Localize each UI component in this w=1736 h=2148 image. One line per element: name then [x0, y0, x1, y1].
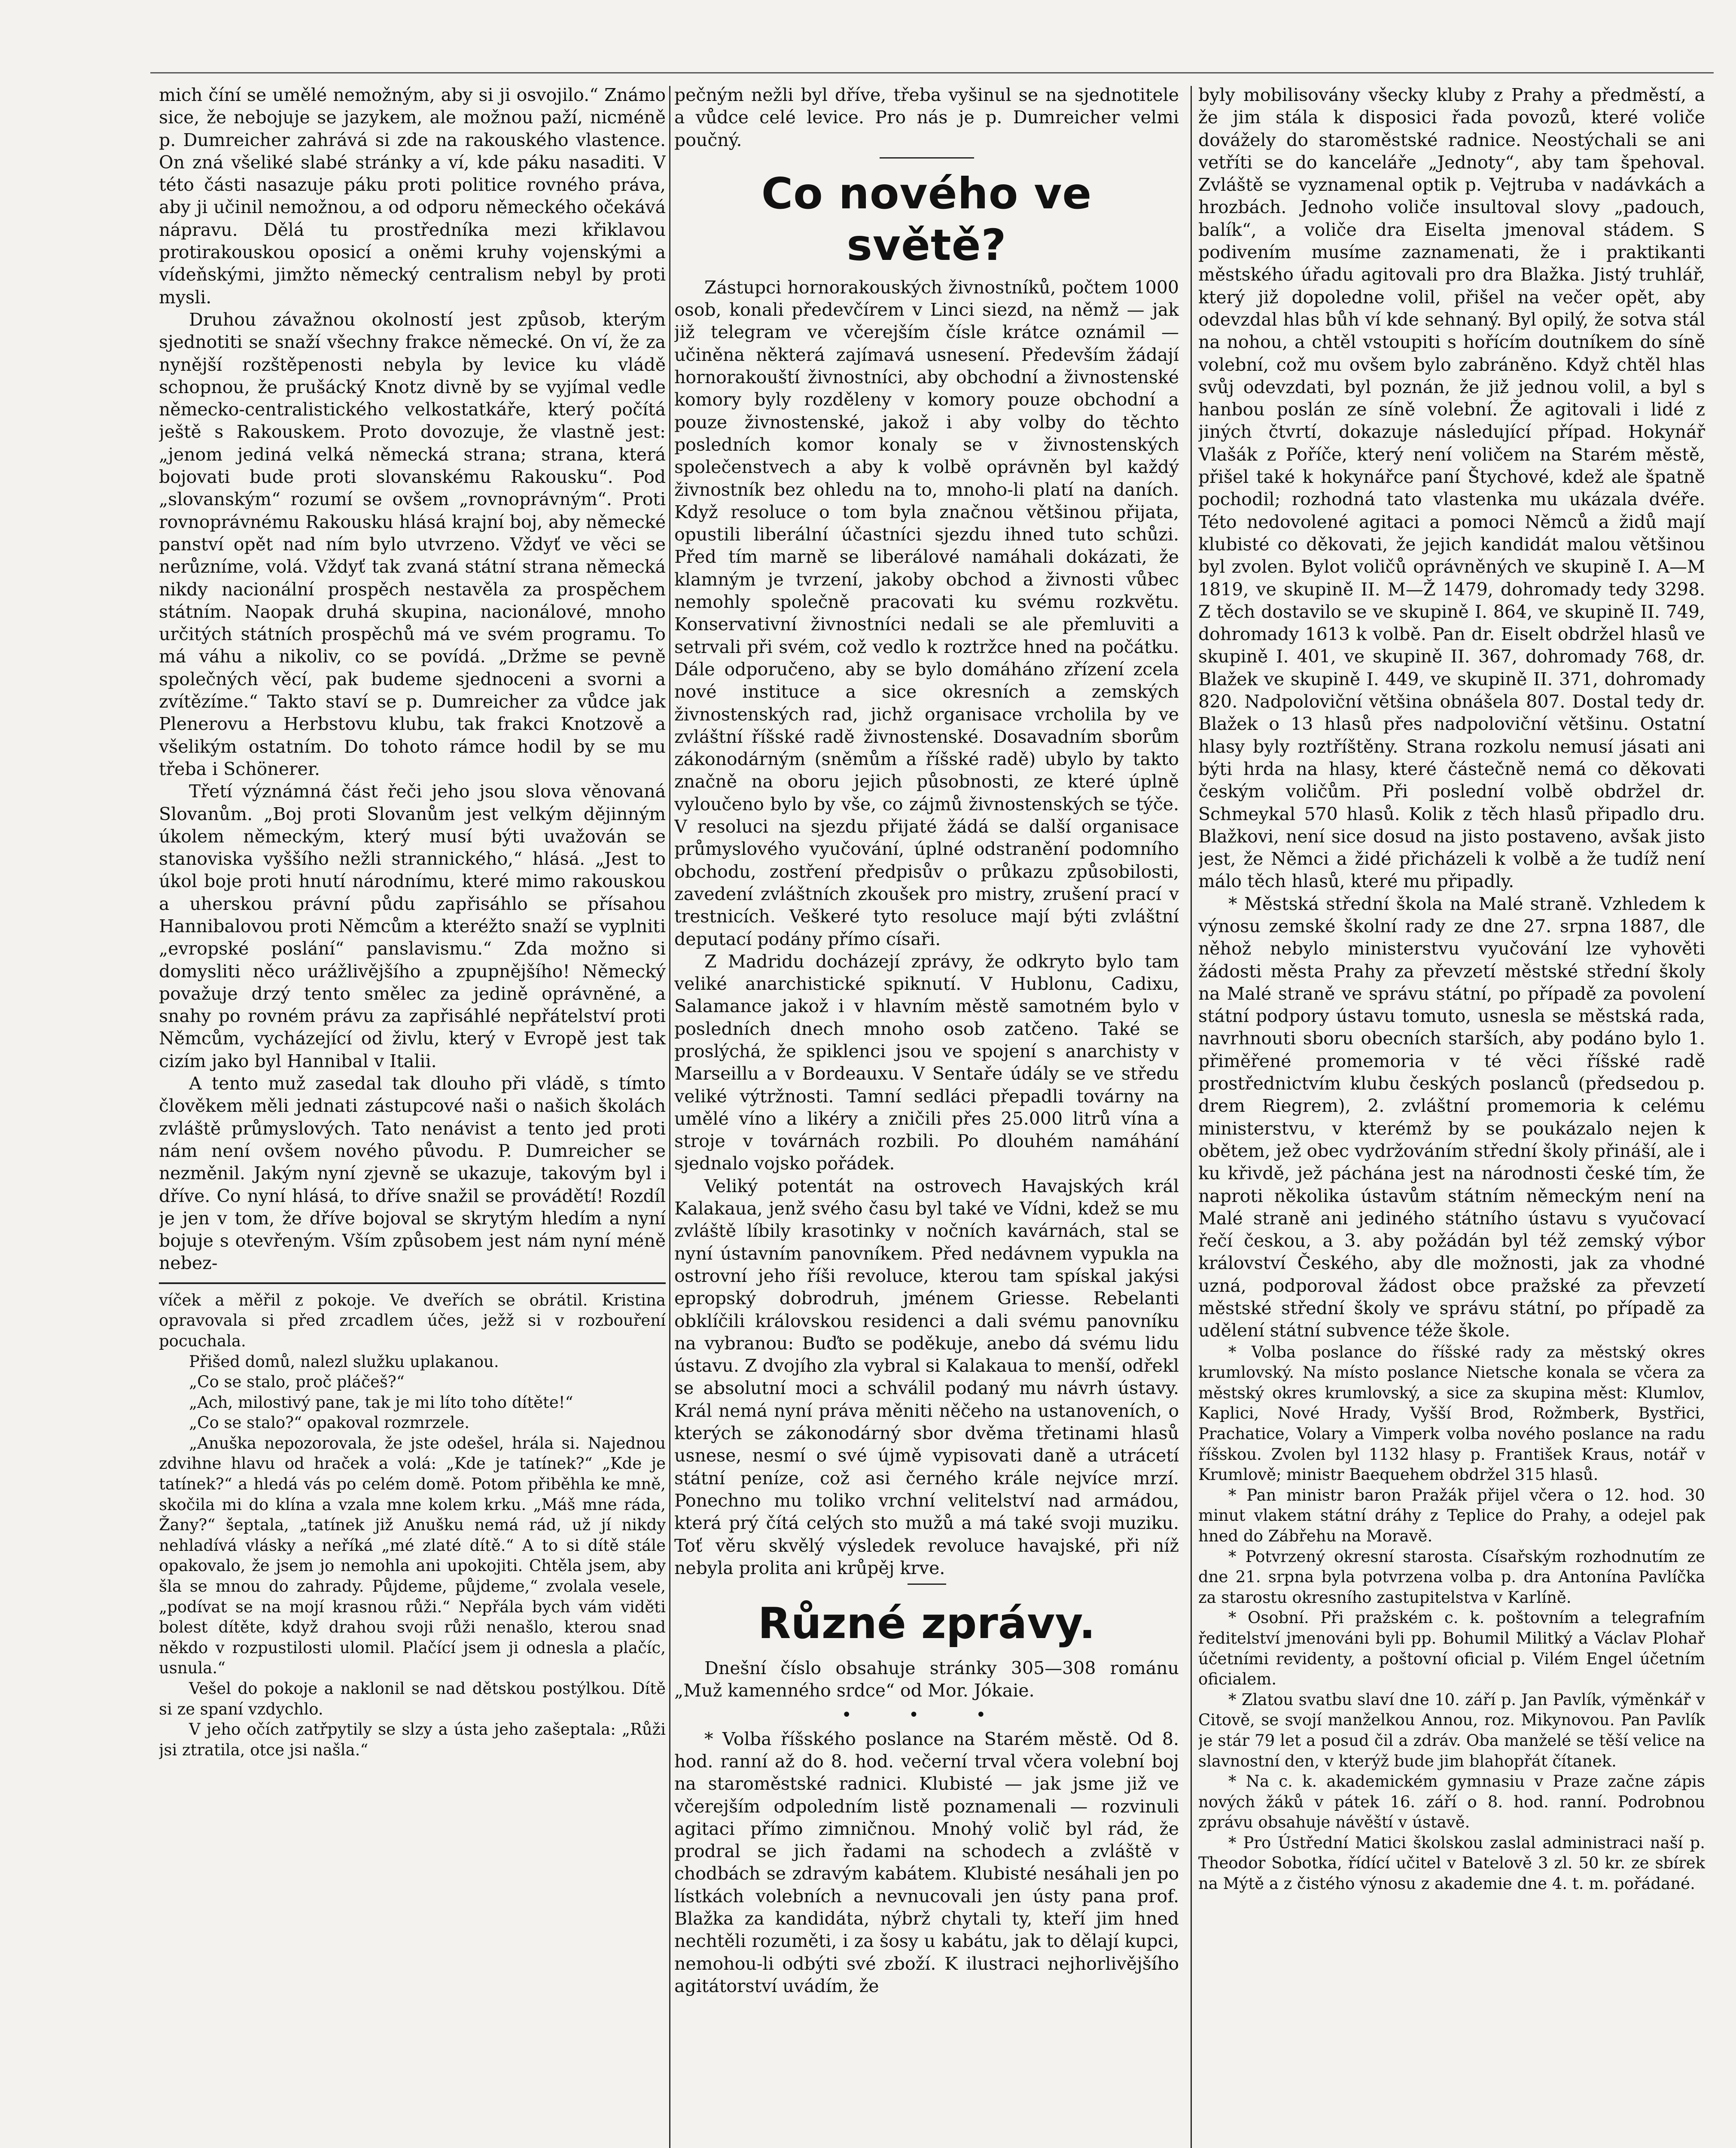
- feuilleton-paragraph: V jeho očích zatřpytily se slzy a ústa jeho zašeptala: „Růži jsi ztratila, otce jsi našla.“: [159, 1720, 666, 1759]
- news-paragraph: Z Madridu docházejí zprávy, že odkryto bylo tam veliké anarchistické spiknutí. V Hublonu, Cadixu, Salamance jakož i v hlavním městě samotném bylo v posledních dnech mnoho osob zatčeno. Také se proslýchá, že spiklenci jsou ve spojení s anarchisty v Marseillu a v Bordeauxu. V Sentaře údály se ve středu veliké výtržnosti. Tamní sedláci přepadli továrny na umělé víno a likéry a zničili přes 25.000 litrů vína a stroje v továrnách rozbili. Po dlouhém namáhání sjednalo vojsko pořádek.: [674, 951, 1179, 1174]
- news-item: * Na c. k. akademickém gymnasiu v Praze začne zápis nových žáků v pátek 16. září o 8. hod. ranní. Podrobnou zprávu obsahuje návěští v ústavě.: [1198, 1772, 1705, 1832]
- news-item: * Osobní. Při pražském c. k. poštovním a telegrafním ředitelství jmenováni byli pp. Bohumil Militký a Václav Plohař účetními revidenty, a poštovní oficial p. Vilém Engel účetním oficialem.: [1198, 1608, 1705, 1689]
- feuilleton-divider: [159, 1282, 666, 1284]
- column-middle: [674, 84, 1179, 2148]
- feuilleton-paragraph: „Co se stalo?“ opakoval rozmrzele.: [189, 1413, 470, 1432]
- feuilleton-paragraph: víček a měřil z pokoje. Ve dveřích se obrátil. Kristina opravovala si před zrcadlem účes, ježž si v rozbouření pocuchala.: [159, 1291, 666, 1350]
- feuilleton-paragraph: Přišed domů, nalezl služku uplakanou.: [189, 1352, 499, 1371]
- news-paragraph: * Městská střední škola na Malé straně. Vzhledem k výnosu zemské školní rady ze dne 27. srpna 1887, dle něhož nebylo ministerstvu vyučování lze vyhověti žádosti města Prahy za převzetí městské střední školy na Malé straně ve správu státní, po případě za povolení státní podpory ústavu tomuto, usnesla se městská rada, navrhnouti sboru obecních starších, aby podáno bylo 1. přiměřené promemoria v té věci říšské radě prostřednictvím klubu českých poslanců (předsedou p. drem Riegrem), 2. zvláštní promemoria k celému ministerstvu, v kterémž by se poukázalo nejen k obětem, jež obec vydržováním střední školy přináší, ale i ku křivdě, jež páchána jest na národnosti české tím, že naproti několika ústavům státním německým není na Malé straně ani jediného státního ústavu s vyučovací řečí českou, a 3. aby požádán byl též zemský výbor království Českého, aby dle možnosti, jak za vhodné uzná, podporoval žádost obce pražské za převzetí městské střední školy ve správu státní, po případě za udělení státní subvence téže škole.: [1198, 893, 1705, 1341]
- news-item: * Pro Ústřední Matici školskou zaslal administraci naší p. Theodor Sobotka, řídící učitel v Batelově 3 zl. 50 kr. ze sbírek na Mýtě a z čistého výnosu z akademie dne 4. t. m. pořádané.: [1198, 1833, 1705, 1893]
- news-paragraph: Zástupci hornorakouských živnostníků, počtem 1000 osob, konali předevčírem v Linci siezd, na němž — jak již telegram ve včerejším čísle krátce oznámil — učiněna některá zajímavá usnesení. Především žádají hornorakouští živnostníci, aby obchodní a živnostenské komory byly rozděleny v komory pouze obchodní a pouze živnostenské, jakož i aby volby do těchto posledních komor konaly se v živnostenských společenstvech a aby k volbě oprávněn byl každý živnostník bez ohledu na to, mnoho-li platí na daních. Když resoluce o tom byla značnou většinou přijata, opustili liberální účastníci sjezdu ihned tuto schůzi. Před tím marně se liberálové namáhali dokázati, že klamným je tvrzení, jakoby obchod a živnosti vůbec nemohly společně pracovati ku svému rozkvětu. Konservativní živnostníci nedali se ale přemluviti a setrvali při svém, což vedlo k roztržce hned na počátku. Dále odporučeno, aby se bylo domáháno zřízení zcela nové instituce a sice okresních a zemských živnostenských rad, jichž organisace vrcholila by ve zvláštní říšské radě živnostenské. Dosavadním sborům zákonodárným (sněmům a říšské radě) ubylo by takto značně na oboru jejich působnosti, ze které úplně vyloučeno bylo by vše, co zájmů živnostenských se týče. V resoluci na sjezdu přijaté žádá se další organisace průmyslového vyučování, úplné odstranění podomního obchodu, zostření předpisův o průkazu způsobilosti, zavedení zvláštních zkoušek pro mistry, zrušení prací v trestnicích. Veškeré tyto resoluce mají býti zvláštní deputací podány přímo císaři.: [674, 277, 1179, 949]
- column-rule-1: [669, 86, 670, 2148]
- column-right: [1198, 84, 1705, 2148]
- feuilleton-paragraph: „Ach, milostivý pane, tak je mi líto toho dítěte!“: [189, 1393, 573, 1412]
- column-left: [159, 84, 666, 2148]
- news-item: * Pan ministr baron Pražák přijel včera o 12. hod. 30 minut vlakem státní dráhy z Teplice do Prahy, a odejel pak hned do Zábřehu na Moravě.: [1198, 1486, 1705, 1545]
- article-paragraph: mich číní se umělé nemožným, aby si ji osvojilo.“ Známo sice, že nebojuje se jazykem, ale možnou paží, nicméně p. Dumreicher zahrává si zde na rakouského vlastence. On zná všeliké slabé stránky a ví, kde páku nasaditi. V této části nasazuje páku proti politice rovného práva, aby ji učinil nemožnou, a od odporu německého očekává nápravu. Dělá tu prostředníka mezi křiklavou protirakouskou oposicí a oněmi kruhy vojenskými a vídeňskými, jimžto německý centralism nebyl by proti mysli.: [159, 85, 666, 308]
- dot-separator: • • •: [841, 1705, 1012, 1725]
- top-border: [150, 72, 1714, 73]
- article-paragraph: pečným nežli byl dříve, třeba vyšinul se na sjednotitele a vůdce celé levice. Pro nás je p. Dumreicher velmi poučný.: [674, 85, 1179, 150]
- news-paragraph: * Volba říšského poslance na Starém městě. Od 8. hod. ranní až do 8. hod. večerní trval včera volební boj na staroměstské radnici. Klubisté — jak jsme již ve včerejším odpoledním listě poznamenali — rozvinuli agitaci přímo zimničnou. Mnohý volič byl rád, že prodral se jich řadami na schodech a zvláště v chodbách se zdravým kabátem. Klubisté nesáhali jen po lístkách volebních a nevnucovali jen ústy pana prof. Blažka za kandidáta, nýbrž chytali ty, kteří jim hned nechtěli rozuměti, i za šosy u kabátu, jak to dělají kupci, nemohou-li odbýti své zboží. K ilustraci nejhorlivějšího agitátorství uvádím, že: [674, 1728, 1179, 1996]
- news-item: * Volba poslance do říšské rady za městský okres krumlovský. Na místo poslance Nietsche konala se včera za městský okres krumlovský, a sice za skupina měst: Klumlov, Kaplici, Nové Hrady, Vyšší Brod, Rožmberk, Bystřici, Prachatice, Volary a Vimperk volba nového poslance na radu říšskou. Zvolen byl 1132 hlasy p. František Kraus, notář v Krumlově; ministr Baequehem obdržel 315 hlasů.: [1198, 1342, 1705, 1484]
- feuilleton-paragraph: „Anuška nepozorovala, že jste odešel, hrála si. Najednou zdvihne hlavu od hraček a volá: „Kde je tatínek?“ „Kde je tatínek?“ a hledá vás po celém domě. Potom přiběhla ke mně, skočila mi do klína a vzala mne kolem krku. „Máš mne ráda, Žany?“ šeptala, „tatínek již Anušku nemá rád, už jí nikdy nehladívá vlásky a neříká „mé zlaté dítě.“ A to si dítě stále opakovalo, že jsem jo nemohla ani upokojiti. Chtěla jsem, aby šla se mnou do zahrady. Půjdeme, půjdeme,“ zvolala vesele, „podívat se na mojí krasnou růži.“ Nepřála bych vám viděti bolest dítěte, když drahou svoji růži nenašlo, kterou snad někdo v rozpustilosti ulomil. Plačící jsem ji odnesla a plačíc, usnula.“: [159, 1434, 666, 1678]
- section-title-news: Co nového ve světě?: [761, 168, 1092, 270]
- feuilleton-paragraph: Vešel do pokoje a naklonil se nad dětskou postýlkou. Dítě si ze spaní vzdychlo.: [159, 1679, 666, 1718]
- column-rule-2: [1191, 86, 1192, 2148]
- section-divider: [908, 1584, 946, 1585]
- news-paragraph: byly mobilisovány všecky kluby z Prahy a předměstí, a že jim stála k disposici řada povozů, které voliče dovážely do staroměstské radnice. Neostýchali se ani vetříti se do kanceláře „Jednoty“, aby tam špehoval. Zvláště se vyznamenal optik p. Vejtruba v nadávkách a hrozbách. Jednoho voliče insultoval slovy „padouch, balík“, a voliče dra Eiselta jmenoval stádem. S podivením musíme zaznamenati, že i praktikanti městského úřadu agitovali pro dra Blažka. Jistý truhlář, který již dopoledne volil, přišel na večer opět, aby odevzdal hlas bůh ví kde sehnaný. Byl opilý, že sotva stál na nohou, a chtěl vstoupiti s hořícím doutníkem do síně volební, což mu ovšem bylo zabráněno. Když chtěl hlas svůj odevzdati, byl poznán, že již jednou volil, a byl s hanbou poslán ze síně volební. Že agitovali i lidé z jiných čtvrtí, dokazuje následující případ. Hokynář Vlašák z Poříče, který není voličem na Starém městě, přišel také k hokynářce paní Štychové, kdež ale špatně pochodil; rozhodná tato vlastenka mu ukázala dvéře. Této nedovolené agitaci a pomoci Němců a židů mají klubisté co děkovati, že jejich kandidát malou většinou byl zvolen. Bylot voličů oprávněných ve skupině I. A—M 1819, ve skupině II. M—Ž 1479, dohromady tedy 3298. Z těch dostavilo se ve skupině I. 864, ve skupině II. 749, dohromady 1613 k volbě. Pan dr. Eiselt obdržel hlasů ve skupině I. 401, ve skupině II. 367, dohromady 768, dr. Blažek ve skupině I. 449, ve skupině II. 371, dohromady 820. Nadpoloviční většina obnášela 807. Dostal tedy dr. Blažek o 13 hlasů přes nadpoloviční většinu. Ostatní hlasy byly roztříštěny. Strana rozkolu nemusí jásati ani býti hrda na hlasy, které částečně nemá co děkovati českým voličům. Při poslední volbě obdržel dr. Schmeykal 570 hlasů. Kolik z těch hlasů připadlo dru. Blažkovi, není sice dosud na jisto postaveno, avšak jisto jest, že Němci a židé přicházeli k volbě a že tudíž není málo těch hlasů, které mu připadly.: [1198, 85, 1705, 892]
- article-paragraph: A tento muž zasedal tak dlouho při vládě, s tímto člověkem měli jednati zástupcové naši o našich školách zvláště průmyslových. Tato nenávist a tento jed proti nám není ovšem nového původu. P. Dumreicher se nezměnil. Jakým nyní zjevně se ukazuje, takovým byl i dříve. Co nyní hlásá, to dříve snažil se provádětí! Rozdíl je jen v tom, že dříve bojoval se skrytým hledím a nyní bojuje s otevřeným. Vším způsobem jest nám nyní méně nebez-: [159, 1073, 666, 1274]
- news-item: * Zlatou svatbu slaví dne 10. září p. Jan Pavlík, výměnkář v Citově, se svojí manželkou Annou, roz. Mikynovou. Pan Pavlík je stár 79 let a posud čil a zdráv. Oba manželé se těší velice na slavnostní den, v kterýž bude jim blahopřát čítanek.: [1198, 1690, 1705, 1770]
- news-item: * Potvrzený okresní starosta. Císařským rozhodnutím ze dne 21. srpna byla potvrzena volba p. dra Antonína Pavlíčka za starostu okresního zastupitelstva v Karlíně.: [1198, 1547, 1705, 1607]
- article-paragraph: Druhou závažnou okolností jest způsob, kterým sjednotiti se snaží všechny frakce německé. On ví, že za nynější rozštěpenosti nebyla by levice ku vládě schopnou, že prušácký Knotz divně by se vyjímal vedle německo-centralistického velkostatkáře, který počítá ještě s Rakouskem. Proto dovozuje, že vlastně jest: „jenom jediná velká německá strana; strana, která bojovati bude proti slovanskému Rakousku“. Pod „slovanským“ rozumí se ovšem „rovnoprávným“. Proti rovnoprávnému Rakousku hlásá krajní boj, aby německé panství opět nad ním bylo utvrzeno. Vždyť ve věci se nerůzníme, volá. Vždyť tak zvaná státní strana německá nikdy nacionální prospěch nestavěla za prospěchem státním. Naopak druhá skupina, nacionálové, mnoho určitých státních prospěchů má ve svém programu. To má váhu a nikoliv, co se povídá. „Držme se pevně společných věcí, pak budeme sjednoceni a svorni a zvítězíme.“ Takto staví se p. Dumreicher za vůdce jak Plenerovu a Herbstovu klubu, tak frakci Knotzově a všelikým ostatním. Do tohoto rámce hodil by se mu třeba i Schönerer.: [159, 309, 666, 779]
- news-paragraph: Dnešní číslo obsahuje stránky 305—308 románu „Muž kamenného srdce“ od Mor. Jókaie.: [674, 1658, 1179, 1701]
- feuilleton-paragraph: „Co se stalo, proč pláčeš?“: [189, 1373, 405, 1391]
- section-divider: [880, 157, 974, 159]
- section-title-misc: Různé zprávy.: [758, 1598, 1096, 1649]
- news-paragraph: Veliký potentát na ostrovech Havajských král Kalakaua, jenž svého času byl také ve Vídni, kdež se mu zvláště líbily krasotinky v nočních kavárnách, stal se nyní ústavním panovníkem. Před nedávnem vypukla na ostrovní jeho říši revoluce, kterou tam spískal jakýsi epropský dobrodruh, jménem Griesse. Rebelanti obklíčili královskou residenci a dali svému panovníku na vybranou: Buďto se poděkuje, anebo dá svému lidu ústavu. Z dvojího zla vybral si Kalakaua to menší, odřekl se absolutní moci a schválil podaný mu návrh ústavy. Král nemá nyní práva měniti něčeho na ustanoveních, o kterých se zákonodárný sbor dvěma třetinami hlasů usnese, nesmí o své újmě vypisovati daně a utrácetí státní peníze, což asi černého krále nejvíce mrzí. Ponechno mu toliko vrchní velitelství nad armádou, která prý čítá celých sto mužů a má také svoji muziku. Toť věru skvělý výsledek revoluce havajské, při níž nebyla prolita ani krůpěj krve.: [674, 1175, 1179, 1578]
- article-paragraph: Třetí význámná část řeči jeho jsou slova věnovaná Slovanům. „Boj proti Slovanům jest velkým dějinným úkolem německým, který musí býti uvažován se stanoviska vyššího nežli strannického,“ hlásá. „Jest to úkol boje proti hnutí národnímu, které mimo rakouskou a uherskou právní půdu zapřisáhlo se přísahou Hannibalovou proti Němcům a kteréžto snaží se vyplniti „evropské poslání“ panslavismu.“ Zda možno si domysliti něco urážlivějšího a zpupnějšího! Německý považuje drzý tento směleс za jedině oprávněné, a snahy po rovném právu za zapřisáhlé nepřátelství proti Němcům, vycházející od živlu, který v Evropě jest tak cizím jako byl Hannibal v Italii.: [159, 781, 666, 1071]
